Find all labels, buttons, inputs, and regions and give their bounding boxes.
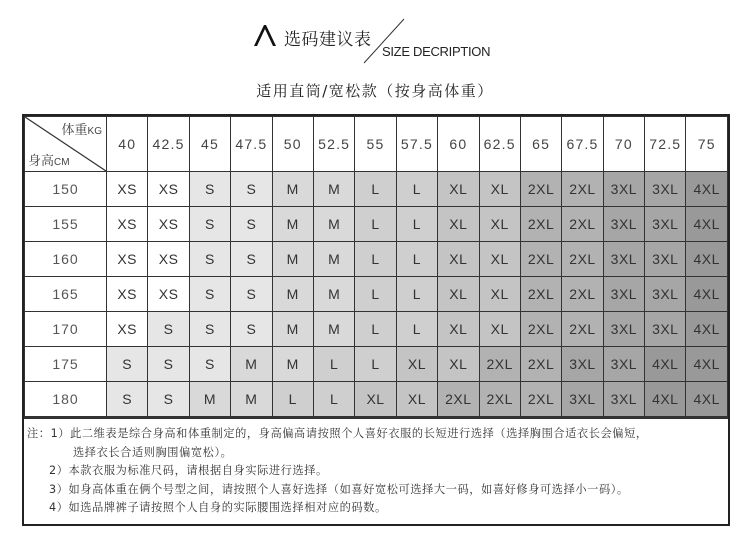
size-cell: 2XL — [562, 312, 603, 347]
size-cell: S — [148, 312, 189, 347]
note-text: 选择衣长合适则胸围偏宽松）。 — [73, 445, 233, 459]
size-cell: S — [231, 312, 272, 347]
size-cell: L — [355, 172, 396, 207]
size-cell: 4XL — [686, 277, 728, 312]
size-cell: S — [231, 277, 272, 312]
weight-unit: KG — [87, 126, 102, 137]
size-cell: 3XL — [603, 347, 644, 382]
size-cell: 4XL — [686, 347, 728, 382]
size-cell: 2XL — [562, 207, 603, 242]
size-cell: 2XL — [520, 277, 561, 312]
size-cell: S — [231, 172, 272, 207]
size-cell: XS — [148, 277, 189, 312]
size-cell: M — [231, 382, 272, 417]
size-cell: M — [313, 207, 354, 242]
weight-axis-label — [62, 119, 102, 138]
size-cell: S — [107, 382, 148, 417]
note-2 — [27, 462, 724, 481]
height-label: 身高 — [28, 153, 55, 168]
corner-cell — [25, 117, 107, 172]
size-cell: 2XL — [479, 382, 520, 417]
weight-header-cell: 52.5 — [313, 117, 354, 172]
height-cell: 175 — [25, 347, 107, 382]
table-row — [25, 172, 728, 207]
size-cell: L — [396, 312, 437, 347]
size-cell: XS — [148, 172, 189, 207]
weight-header-cell: 62.5 — [479, 117, 520, 172]
size-cell: 2XL — [520, 207, 561, 242]
size-cell: XL — [438, 277, 479, 312]
size-cell: XL — [355, 382, 396, 417]
weight-header-row — [25, 117, 728, 172]
size-cell: M — [313, 277, 354, 312]
size-cell: L — [355, 242, 396, 277]
size-cell: XL — [479, 207, 520, 242]
size-cell: XS — [107, 312, 148, 347]
weight-header-cell: 57.5 — [396, 117, 437, 172]
size-cell: L — [396, 172, 437, 207]
size-cell: 3XL — [603, 382, 644, 417]
weight-header-cell: 55 — [355, 117, 396, 172]
height-axis-label — [28, 150, 70, 169]
size-cell: XL — [438, 312, 479, 347]
size-cell: L — [313, 382, 354, 417]
size-cell: 4XL — [645, 382, 686, 417]
size-cell: S — [231, 242, 272, 277]
size-cell: XS — [148, 242, 189, 277]
size-cell: 3XL — [603, 242, 644, 277]
size-cell: 2XL — [520, 172, 561, 207]
size-grid — [24, 116, 728, 417]
size-cell: L — [355, 277, 396, 312]
note-1 — [27, 425, 724, 444]
note-text: 1）此二维表是综合身高和体重制定的，身高偏高请按照个人喜好衣服的长短进行选择（选择胸围合适衣长会偏短， — [50, 427, 648, 440]
size-cell: L — [355, 207, 396, 242]
weight-header-cell: 72.5 — [645, 117, 686, 172]
size-cell: XS — [107, 172, 148, 207]
table-row — [25, 312, 728, 347]
size-cell: XL — [479, 172, 520, 207]
weight-header-cell: 50 — [272, 117, 313, 172]
height-unit: CM — [54, 157, 70, 168]
size-cell: XL — [396, 382, 437, 417]
note-3 — [27, 481, 724, 500]
weight-header-cell: 65 — [520, 117, 561, 172]
table-row — [25, 347, 728, 382]
size-cell: XL — [396, 347, 437, 382]
size-cell: M — [272, 347, 313, 382]
size-cell: S — [189, 347, 230, 382]
size-cell: 3XL — [645, 172, 686, 207]
weight-header-cell: 47.5 — [231, 117, 272, 172]
size-cell: S — [231, 207, 272, 242]
size-chart — [22, 114, 730, 526]
size-cell: 2XL — [520, 382, 561, 417]
size-cell: S — [189, 172, 230, 207]
size-cell: S — [189, 312, 230, 347]
height-cell: 160 — [25, 242, 107, 277]
weight-header-cell: 70 — [603, 117, 644, 172]
size-cell: M — [313, 242, 354, 277]
note-1-cont — [27, 444, 724, 463]
size-cell: 2XL — [479, 347, 520, 382]
size-cell: 4XL — [686, 312, 728, 347]
size-cell: L — [272, 382, 313, 417]
size-cell: 3XL — [603, 277, 644, 312]
size-cell: XL — [479, 242, 520, 277]
weight-header-cell: 42.5 — [148, 117, 189, 172]
size-cell: S — [189, 277, 230, 312]
table-row — [25, 242, 728, 277]
note-text: 2）本款衣服为标准尺码，请根据自身实际进行选择。 — [49, 464, 328, 477]
subtitle: 适用直筒/宽松款（按身高体重） — [256, 82, 494, 100]
size-cell: S — [107, 347, 148, 382]
weight-header-cell: 40 — [107, 117, 148, 172]
height-cell: 170 — [25, 312, 107, 347]
size-cell: 2XL — [520, 347, 561, 382]
size-cell: M — [272, 207, 313, 242]
size-cell: XS — [148, 207, 189, 242]
size-cell: 4XL — [645, 347, 686, 382]
size-cell: M — [189, 382, 230, 417]
size-cell: XS — [107, 277, 148, 312]
size-cell: M — [272, 312, 313, 347]
weight-header-cell: 60 — [438, 117, 479, 172]
caret-logo-icon — [252, 22, 278, 48]
size-cell: XS — [107, 207, 148, 242]
size-cell: 3XL — [645, 277, 686, 312]
size-cell: 3XL — [645, 312, 686, 347]
size-cell: 2XL — [562, 277, 603, 312]
size-cell: S — [189, 242, 230, 277]
note-text: 3）如身高体重在俩个号型之间，请按照个人喜好选择（如喜好宽松可选择大一码，如喜好修身可选择小一码）。 — [49, 482, 629, 496]
size-cell: 3XL — [562, 347, 603, 382]
size-cell: XL — [438, 172, 479, 207]
weight-header-cell: 75 — [686, 117, 728, 172]
size-cell: L — [313, 347, 354, 382]
size-cell: M — [231, 347, 272, 382]
size-cell: XS — [107, 242, 148, 277]
title-chinese: 选码建议表 — [284, 30, 372, 50]
height-cell: 150 — [25, 172, 107, 207]
notes-section — [24, 417, 728, 524]
size-cell: 4XL — [686, 382, 728, 417]
size-cell: 2XL — [562, 172, 603, 207]
size-cell: M — [313, 312, 354, 347]
size-cell: 2XL — [520, 242, 561, 277]
note-text: 4）如选品牌裤子请按照个人自身的实际腰围选择相对应的码数。 — [49, 501, 387, 514]
size-cell: 2XL — [562, 242, 603, 277]
height-cell: 180 — [25, 382, 107, 417]
size-cell: 4XL — [686, 242, 728, 277]
title-english: SIZE DECRIPTION — [382, 44, 491, 59]
size-cell: XL — [438, 207, 479, 242]
height-cell: 165 — [25, 277, 107, 312]
size-cell: M — [272, 172, 313, 207]
table-row — [25, 277, 728, 312]
size-cell: 4XL — [686, 207, 728, 242]
weight-header-cell: 45 — [189, 117, 230, 172]
note-4 — [27, 499, 724, 518]
weight-label: 体重 — [61, 122, 88, 137]
size-cell: XL — [479, 277, 520, 312]
page-header — [252, 18, 512, 68]
size-cell: 3XL — [645, 242, 686, 277]
size-cell: XL — [438, 347, 479, 382]
height-cell: 155 — [25, 207, 107, 242]
size-cell: L — [355, 347, 396, 382]
size-cell: M — [272, 242, 313, 277]
size-cell: 3XL — [603, 207, 644, 242]
notes-prefix: 注： — [27, 427, 51, 440]
weight-header-cell: 67.5 — [562, 117, 603, 172]
size-cell: XL — [438, 242, 479, 277]
size-cell: L — [396, 207, 437, 242]
size-cell: 2XL — [520, 312, 561, 347]
size-cell: XL — [479, 312, 520, 347]
size-cell: 3XL — [562, 382, 603, 417]
size-cell: L — [396, 242, 437, 277]
size-cell: 3XL — [603, 312, 644, 347]
size-cell: L — [396, 277, 437, 312]
table-row — [25, 382, 728, 417]
size-cell: S — [148, 382, 189, 417]
size-cell: 3XL — [603, 172, 644, 207]
size-cell: 4XL — [686, 172, 728, 207]
size-cell: L — [355, 312, 396, 347]
size-cell: M — [313, 172, 354, 207]
table-row — [25, 207, 728, 242]
size-cell: 3XL — [645, 207, 686, 242]
size-cell: S — [148, 347, 189, 382]
size-cell: 2XL — [438, 382, 479, 417]
size-cell: M — [272, 277, 313, 312]
size-cell: S — [189, 207, 230, 242]
